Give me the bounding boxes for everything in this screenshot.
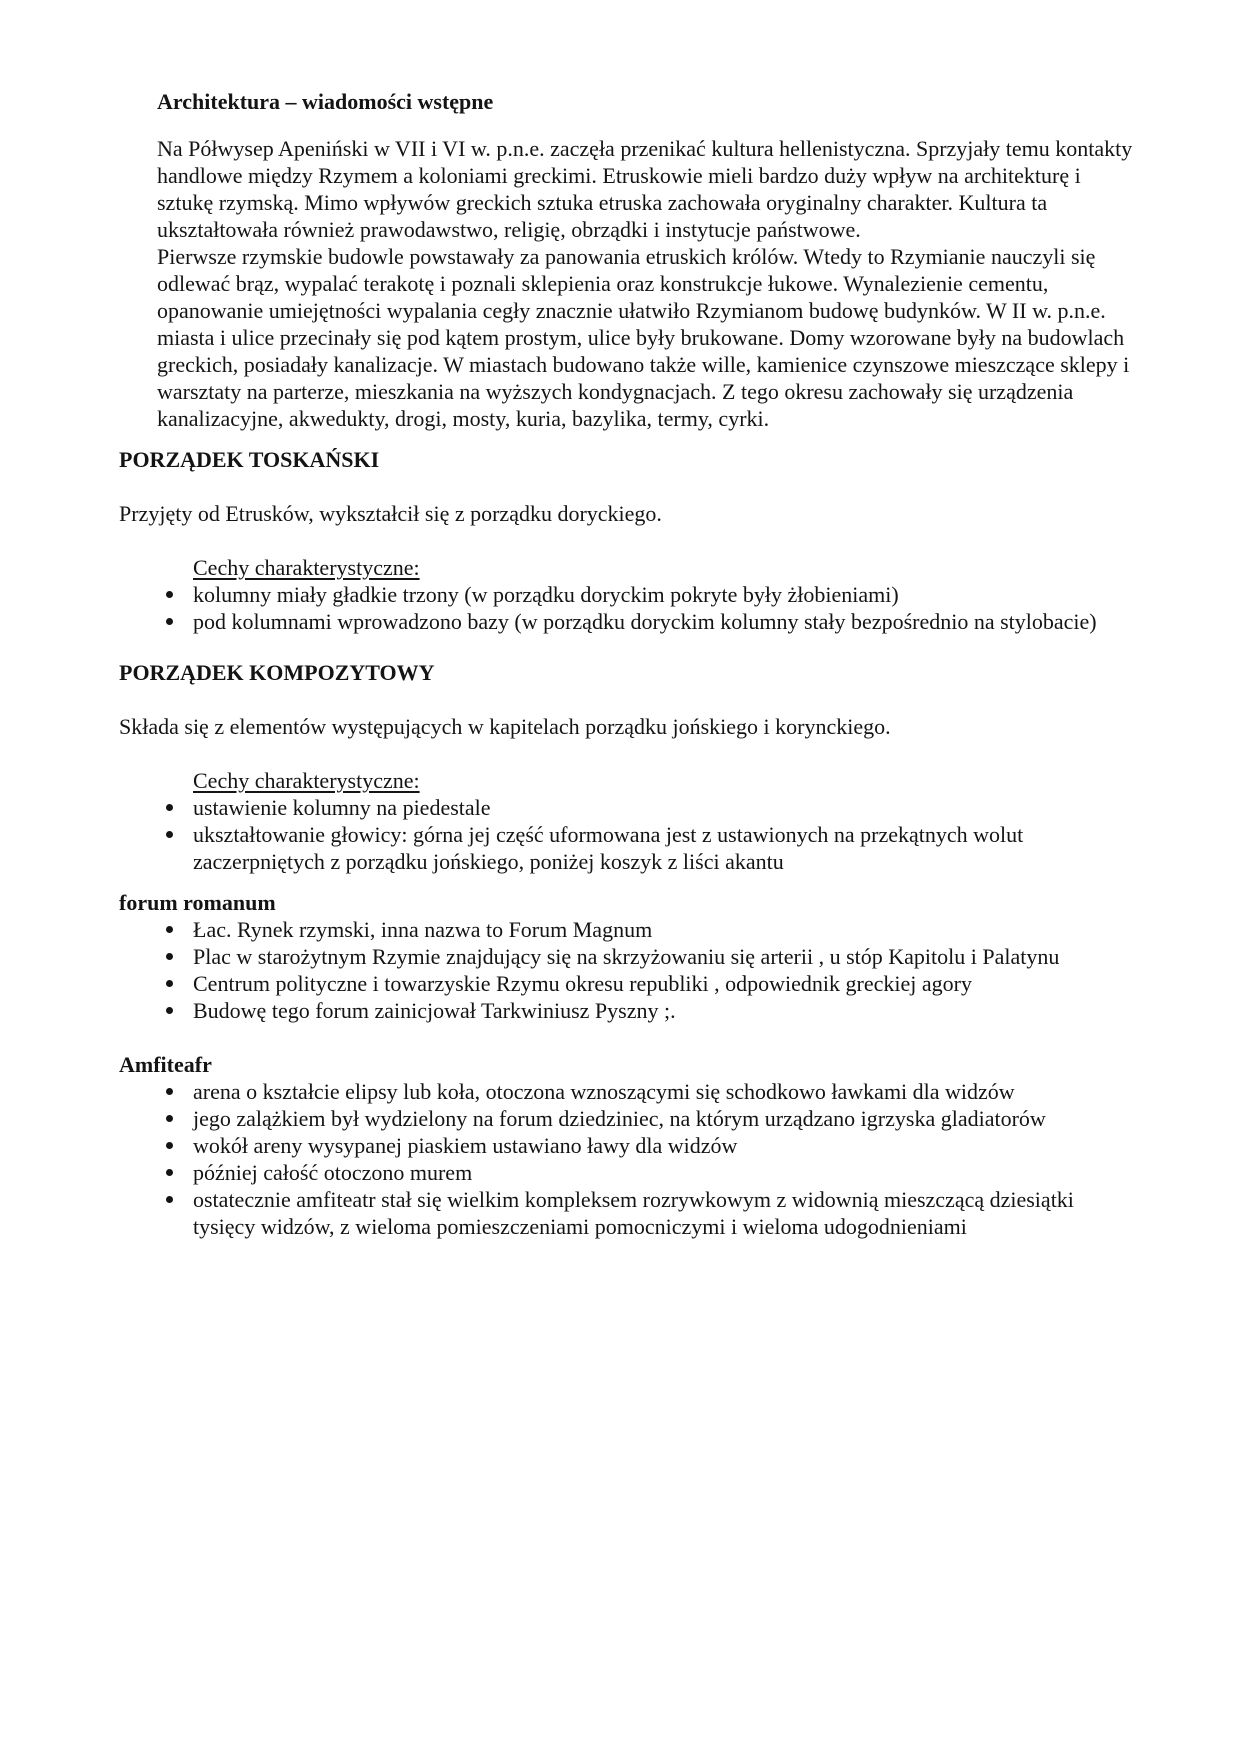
- list-item: Centrum polityczne i towarzyskie Rzymu okresu republiki , odpowiednik greckiej agory: [119, 970, 1136, 997]
- intro-paragraph-2: Pierwsze rzymskie budowle powstawały za panowania etruskich królów. Wtedy to Rzymianie nauczyli się odlewać brąz, wypalać terakotę i poznali sklepienia oraz konstrukcje łukowe. Wynalezienie cementu, opanowanie umiejętności wypalania cegły znacznie ułatwiło Rzymianom budowę budynków. W II w. p.n.e. miasta i ulice przecinały się pod kątem prostym, ulice były brukowane. Domy wzorowane były na budowlach greckich, posiadały kanalizacje. W miastach budowano także wille, kamienice czynszowe mieszczące sklepy i warsztaty na parterze, mieszkania na wyższych kondygnacjach. Z tego okresu zachowały się urządzenia kanalizacyjne, akwedukty, drogi, mosty, kuria, bazylika, termy, cyrki.: [157, 244, 1130, 431]
- list-item: pod kolumnami wprowadzono bazy (w porządku doryckim kolumny stały bezpośrednio na stylobacie): [119, 608, 1136, 635]
- list-item: Plac w starożytnym Rzymie znajdujący się na skrzyżowaniu się arterii , u stóp Kapitolu i Palatynu: [119, 943, 1136, 970]
- document-title: Architektura – wiadomości wstępne: [157, 89, 494, 114]
- kompozytowy-subheading: Cechy charakterystyczne:: [193, 768, 420, 793]
- list-item: Łac. Rynek rzymski, inna nazwa to Forum Magnum: [119, 916, 1136, 943]
- forum-bullet-list: [119, 916, 1136, 1024]
- toskanski-subheading: Cechy charakterystyczne:: [193, 555, 420, 580]
- list-item: wokół areny wysypanej piaskiem ustawiano ławy dla widzów: [119, 1132, 1136, 1159]
- intro-paragraph-1: Na Półwysep Apeniński w VII i VI w. p.n.e. zaczęła przenikać kultura hellenistyczna. Sprzyjały temu kontakty handlowe między Rzymem a koloniami greckimi. Etruskowie mieli bardzo duży wpływ na architekturę i sztukę rzymską. Mimo wpływów greckich sztuka etruska zachowała oryginalny charakter. Kultura ta ukształtowała również prawodawstwo, religię, obrządki i instytucje państwowe.: [157, 136, 1133, 242]
- list-item: arena o kształcie elipsy lub koła, otoczona wznoszącymi się schodkowo ławkami dla widzów: [119, 1078, 1136, 1105]
- section-heading-amfiteatr: Amfiteafr: [119, 1052, 212, 1077]
- amfiteatr-bullet-list: [119, 1078, 1136, 1240]
- kompozytowy-bullet-list: [119, 794, 1136, 875]
- toskanski-lead-paragraph: Przyjęty od Etrusków, wykształcił się z porządku doryckiego.: [119, 501, 662, 526]
- list-item: później całość otoczono murem: [119, 1159, 1136, 1186]
- toskanski-bullet-list: [119, 581, 1136, 635]
- section-heading-forum-romanum: forum romanum: [119, 890, 276, 915]
- list-item: ostatecznie amfiteatr stał się wielkim kompleksem rozrywkowym z widownią mieszczącą dziesiątki tysięcy widzów, z wieloma pomieszczeniami pomocniczymi i wieloma udogodnieniami: [119, 1186, 1136, 1240]
- list-item: jego zalążkiem był wydzielony na forum dziedziniec, na którym urządzano igrzyska gladiatorów: [119, 1105, 1136, 1132]
- section-heading-porzadek-kompozytowy: PORZĄDEK KOMPOZYTOWY: [119, 660, 435, 685]
- list-item: kolumny miały gładkie trzony (w porządku doryckim pokryte były żłobieniami): [119, 581, 1136, 608]
- list-item: ustawienie kolumny na piedestale: [119, 794, 1136, 821]
- list-item: Budowę tego forum zainicjował Tarkwiniusz Pyszny ;.: [119, 997, 1136, 1024]
- kompozytowy-lead-paragraph: Składa się z elementów występujących w kapitelach porządku jońskiego i korynckiego.: [119, 714, 891, 739]
- section-heading-porzadek-toskanski: PORZĄDEK TOSKAŃSKI: [119, 447, 380, 472]
- intro-block: [157, 135, 1136, 432]
- list-item: ukształtowanie głowicy: górna jej część uformowana jest z ustawionych na przekątnych wolut zaczerpniętych z porządku jońskiego, poniżej koszyk z liści akantu: [119, 821, 1136, 875]
